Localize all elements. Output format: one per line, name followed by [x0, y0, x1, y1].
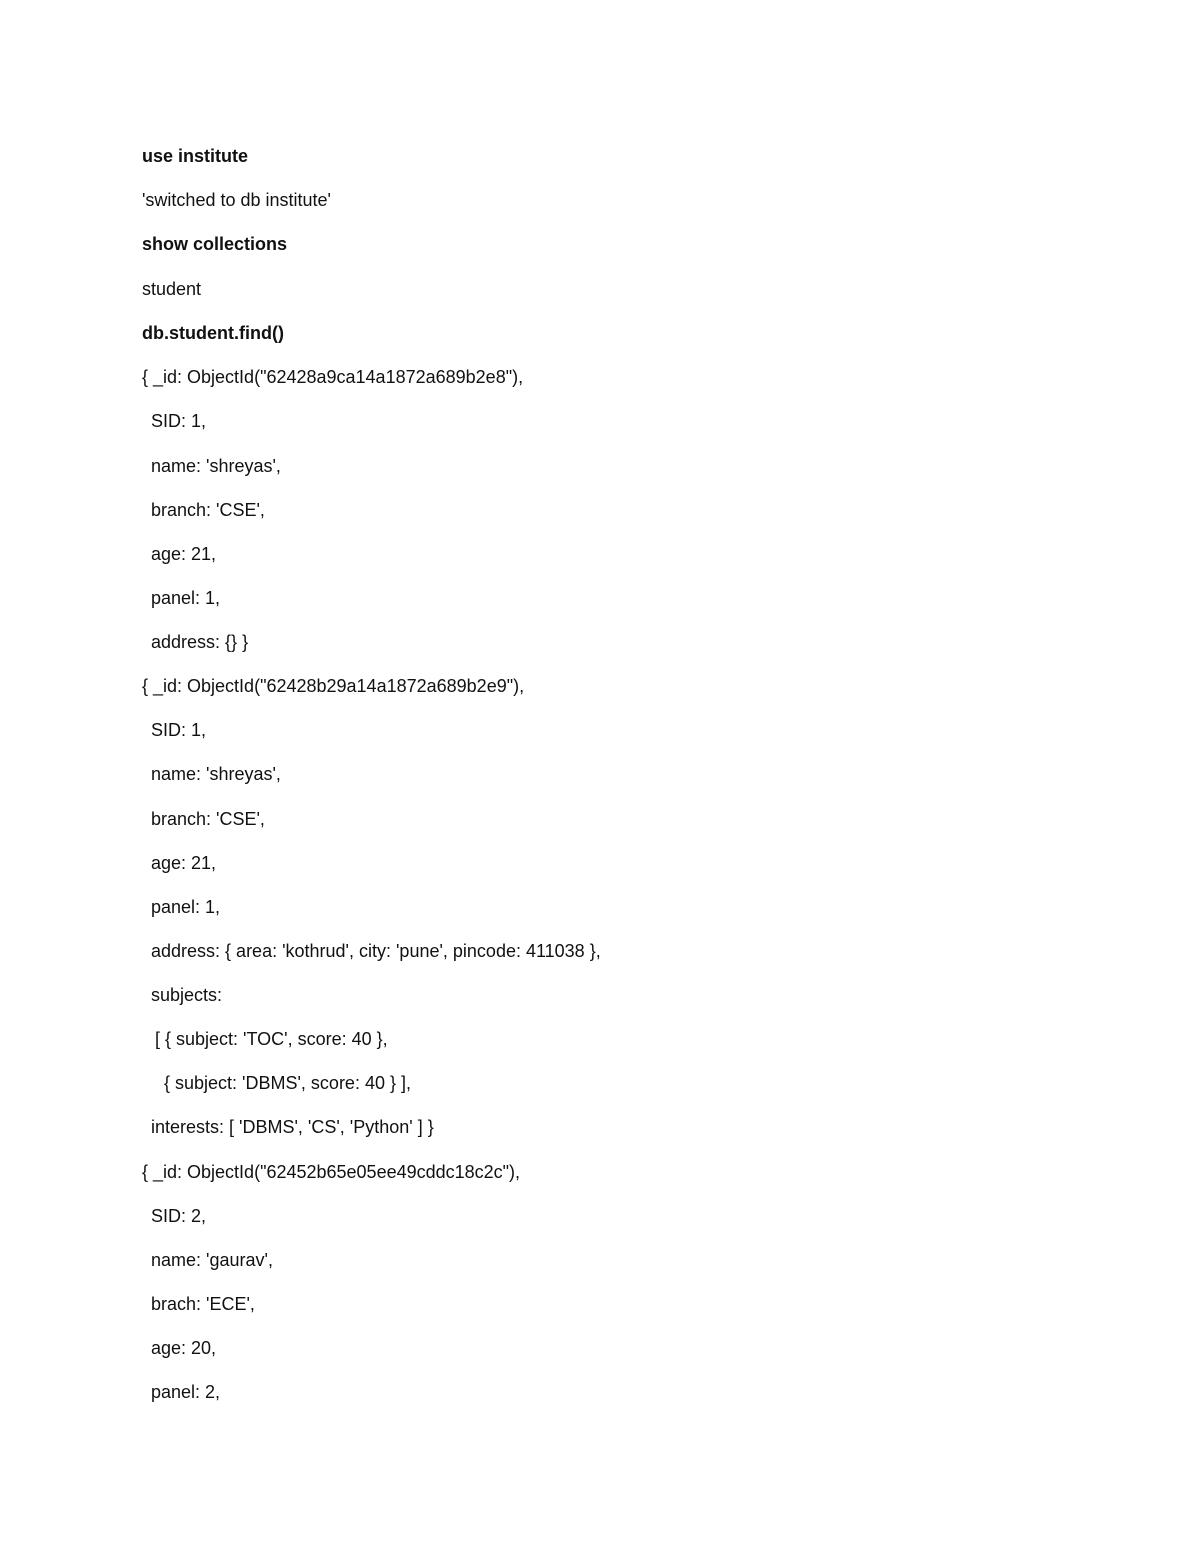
doc1-address: address: {} }	[151, 632, 249, 652]
doc1-sid: SID: 1,	[151, 411, 207, 431]
doc3-id-line: { _id: ObjectId("62452b65e05ee49cddc18c2c"),	[142, 1162, 521, 1182]
command-show-collections: show collections	[142, 234, 288, 254]
doc3-name: name: 'gaurav',	[151, 1250, 273, 1270]
doc2-subject-toc: [ { subject: 'TOC', score: 40 },	[155, 1029, 388, 1049]
doc2-branch: branch: 'CSE',	[151, 809, 265, 829]
doc3-branch: brach: 'ECE',	[151, 1294, 255, 1314]
command-find: db.student.find()	[142, 323, 284, 343]
doc2-name: name: 'shreyas',	[151, 764, 281, 784]
output-collection-name: student	[142, 279, 202, 299]
doc2-subjects-label: subjects:	[151, 985, 223, 1005]
doc1-age: age: 21,	[151, 544, 217, 564]
doc2-id-line: { _id: ObjectId("62428b29a14a1872a689b2e9"),	[142, 676, 525, 696]
doc3-sid: SID: 2,	[151, 1206, 207, 1226]
doc1-branch: branch: 'CSE',	[151, 500, 265, 520]
doc3-age: age: 20,	[151, 1338, 217, 1358]
doc2-sid: SID: 1,	[151, 720, 207, 740]
doc3-panel: panel: 2,	[151, 1382, 221, 1402]
doc2-panel: panel: 1,	[151, 897, 221, 917]
doc1-name: name: 'shreyas',	[151, 456, 281, 476]
doc2-subject-dbms: { subject: 'DBMS', score: 40 } ],	[164, 1073, 411, 1093]
doc2-age: age: 21,	[151, 853, 217, 873]
doc1-panel: panel: 1,	[151, 588, 221, 608]
doc1-id-line: { _id: ObjectId("62428a9ca14a1872a689b2e8"),	[142, 367, 524, 387]
doc2-address: address: { area: 'kothrud', city: 'pune', pincode: 411038 },	[151, 941, 601, 961]
doc2-interests: interests: [ 'DBMS', 'CS', 'Python' ] }	[151, 1117, 434, 1137]
output-switched-db: 'switched to db institute'	[142, 190, 331, 210]
command-use-institute: use institute	[142, 146, 249, 166]
